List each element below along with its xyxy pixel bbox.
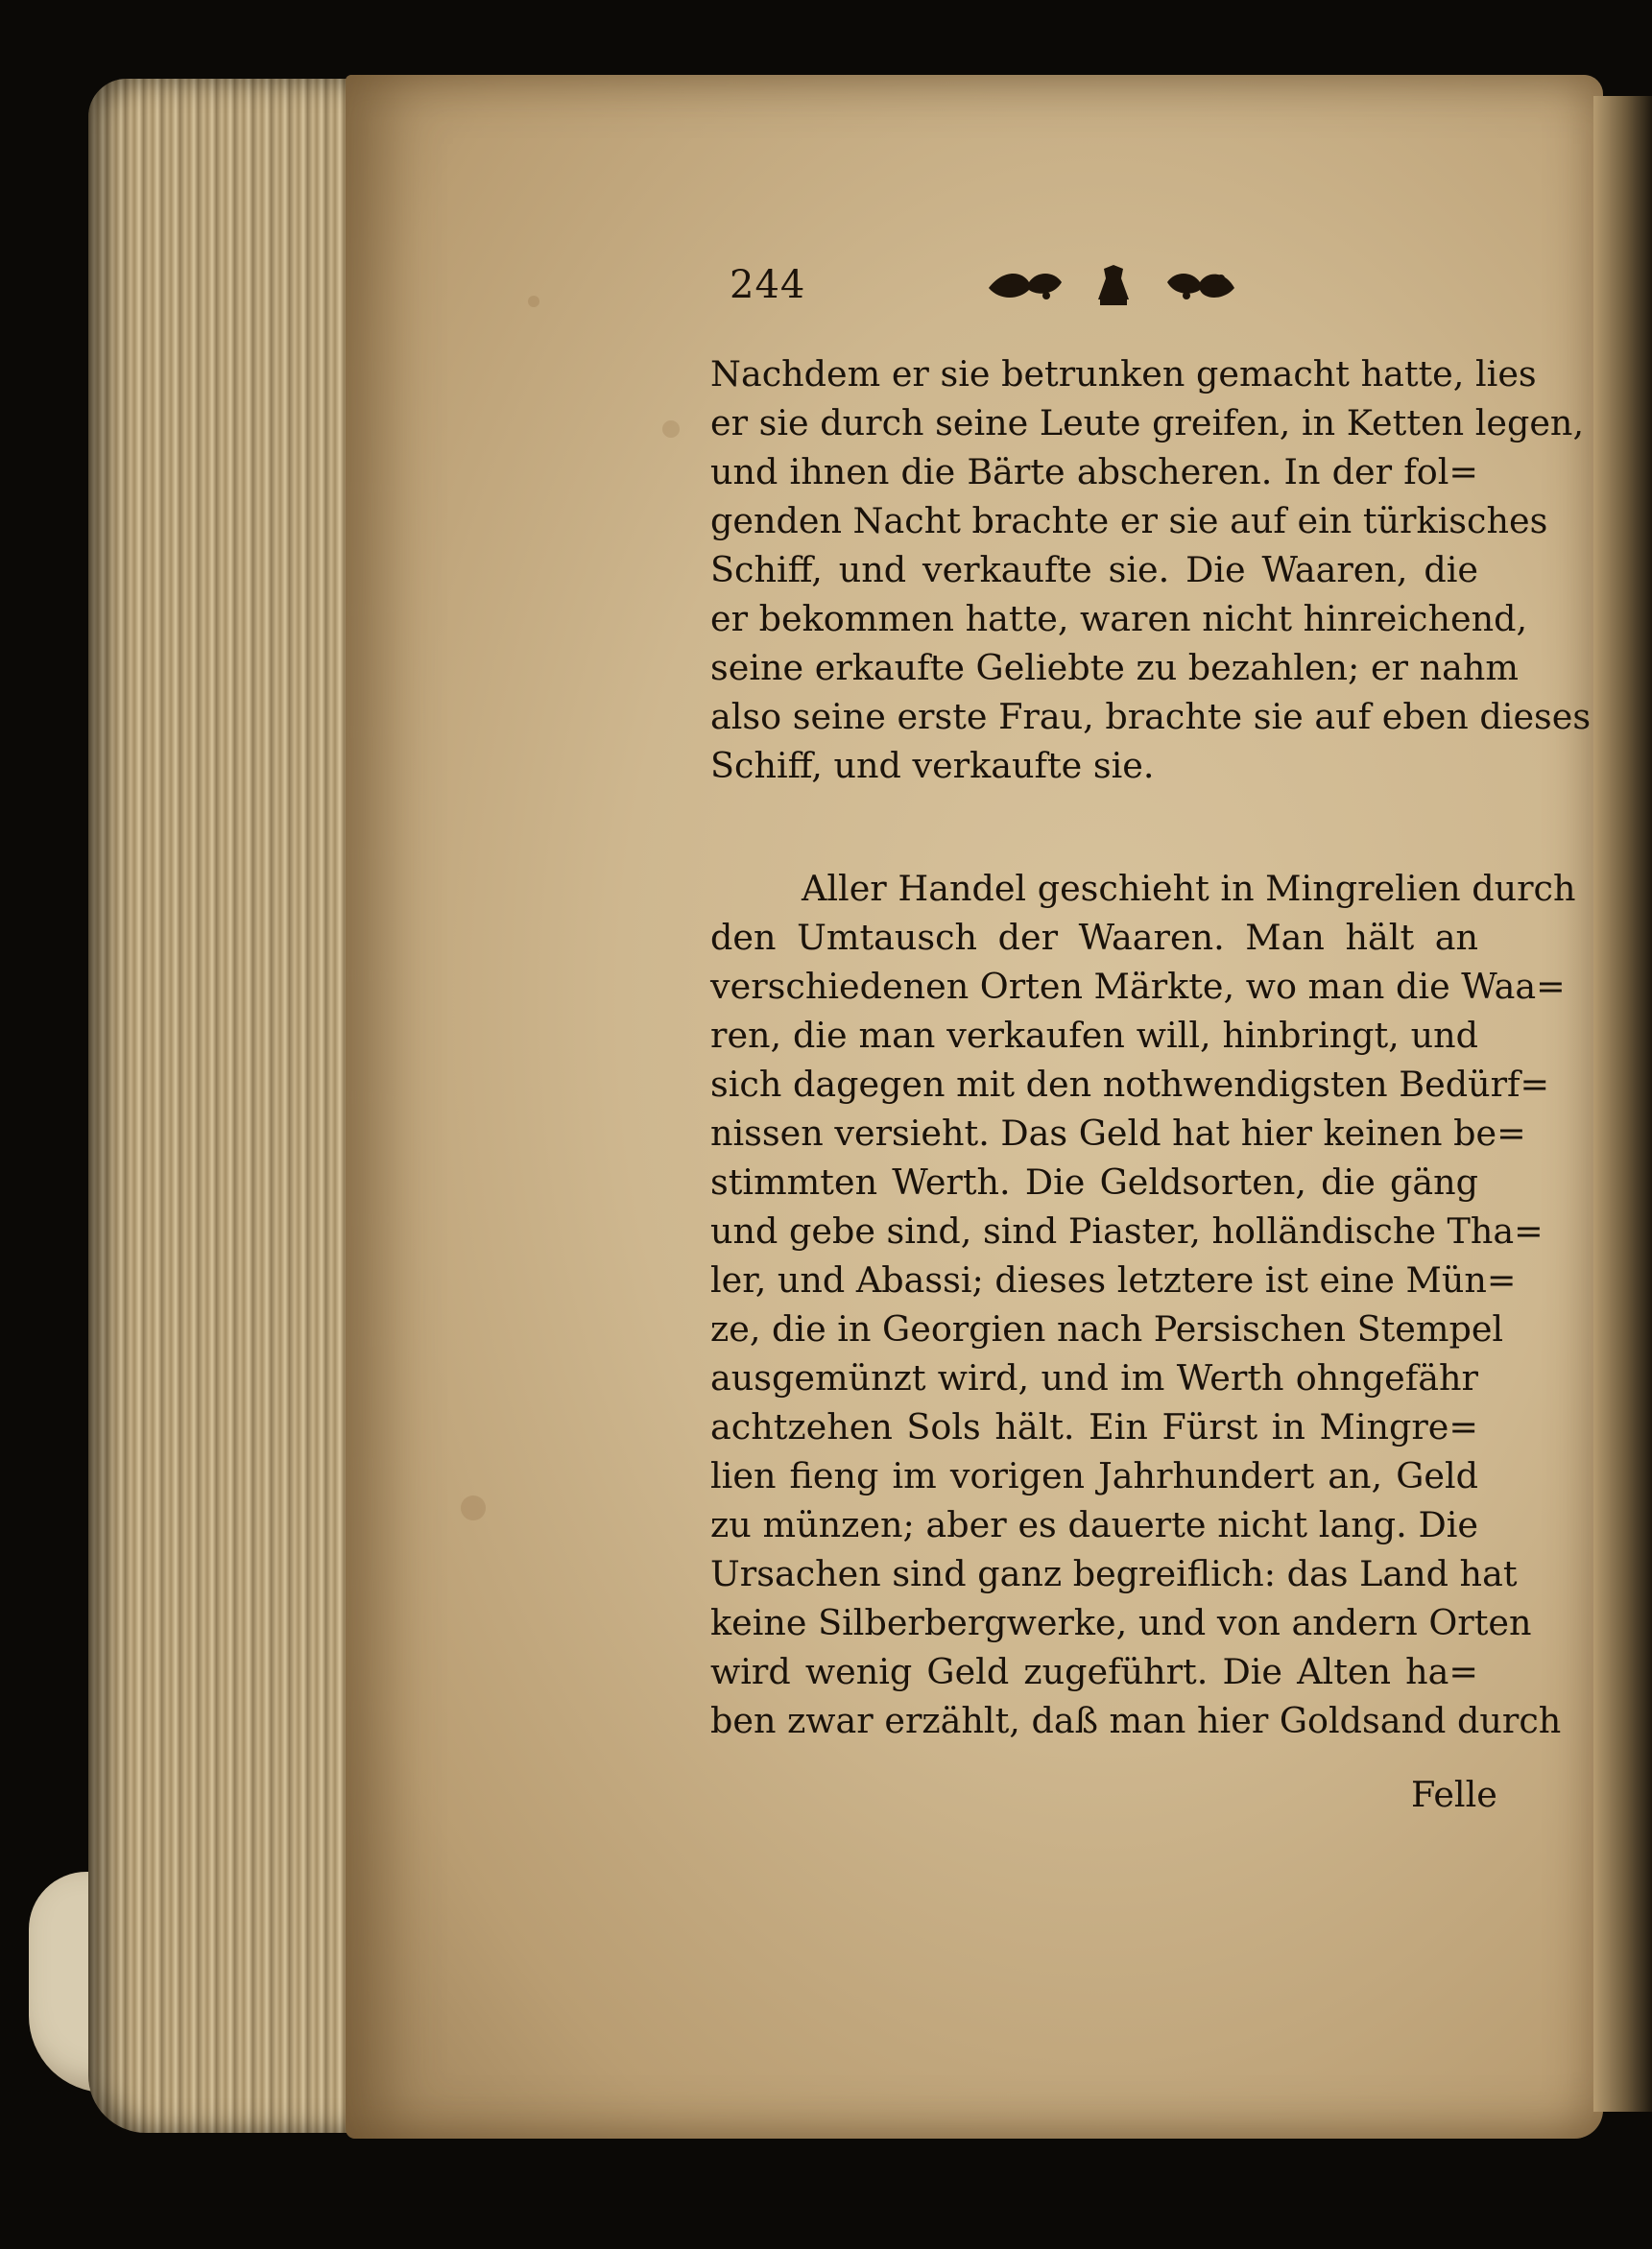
text-line: ren, die man verkaufen will, hinbringt, und xyxy=(710,1015,1478,1056)
text-line: den Umtausch der Waaren. Man hält an xyxy=(710,917,1478,958)
printers-ornament-icon xyxy=(970,257,1267,315)
text-line: sich dagegen mit den nothwendigsten Bedürf= xyxy=(710,1064,1550,1105)
text-line: Nachdem er sie betrunken gemacht hatte, lies xyxy=(710,353,1537,395)
text-line: er bekommen hatte, waren nicht hinreichend, xyxy=(710,598,1528,639)
text-line: Schiff, und verkaufte sie. Die Waaren, die xyxy=(710,549,1478,590)
text-line: zu münzen; aber es dauerte nicht lang. Die xyxy=(710,1504,1478,1545)
text-line: ausgemünzt wird, und im Werth ohngefähr xyxy=(710,1357,1478,1399)
text-line: wird wenig Geld zugeführt. Die Alten ha= xyxy=(710,1651,1478,1692)
text-line: Ursachen sind ganz begreiflich: das Land hat xyxy=(710,1553,1518,1594)
text-line: lien fieng im vorigen Jahrhundert an, Geld xyxy=(710,1455,1478,1496)
page-edges xyxy=(88,79,376,2133)
page-number: 244 xyxy=(730,263,806,307)
text-line: Schiff, und verkaufte sie. xyxy=(710,745,1155,786)
text-line: und gebe sind, sind Piaster, holländische Tha= xyxy=(710,1210,1544,1252)
text-line: nissen versieht. Das Geld hat hier keinen be= xyxy=(710,1113,1526,1154)
paper-stain xyxy=(461,1495,486,1520)
page-header xyxy=(730,257,1267,315)
text-line: ben zwar erzählt, daß man hier Goldsand durch xyxy=(710,1700,1562,1741)
gutter-shadow xyxy=(1593,96,1652,2112)
text-line: er sie durch seine Leute greifen, in Ketten legen, xyxy=(710,402,1585,443)
catchword: Felle xyxy=(1411,1774,1497,1815)
text-line: ler, und Abassi; dieses letztere ist eine Mün= xyxy=(710,1259,1517,1301)
text-line: verschiedenen Orten Märkte, wo man die Waa= xyxy=(710,966,1566,1007)
text-line: und ihnen die Bärte abscheren. In der fol= xyxy=(710,451,1478,492)
text-line: seine erkaufte Geliebte zu bezahlen; er nahm xyxy=(710,647,1519,688)
text-line: keine Silberbergwerke, und von andern Orten xyxy=(710,1602,1532,1643)
text-line: also seine erste Frau, brachte sie auf eben dieses xyxy=(710,696,1592,737)
text-line: achtzehen Sols hält. Ein Fürst in Mingre= xyxy=(710,1406,1478,1447)
text-line: stimmten Werth. Die Geldsorten, die gäng xyxy=(710,1161,1478,1203)
text-line: ze, die in Georgien nach Persischen Stempel xyxy=(710,1308,1504,1350)
text-line: Aller Handel geschieht in Mingrelien durch xyxy=(802,868,1576,909)
paper-stain xyxy=(528,296,539,307)
text-line: genden Nacht brachte er sie auf ein türkisches xyxy=(710,500,1548,541)
paper-stain xyxy=(662,420,680,438)
